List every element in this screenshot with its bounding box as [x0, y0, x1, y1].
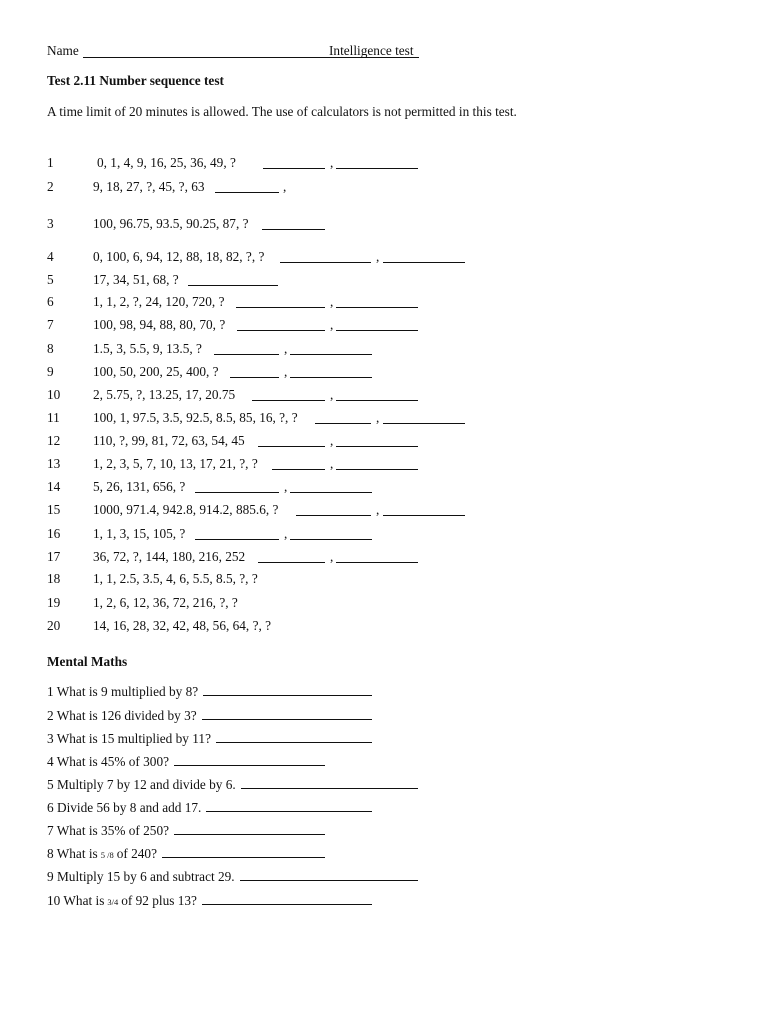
- question-text-suffix: of 240?: [116, 846, 157, 861]
- sequence-text: 100, 50, 200, 25, 400, ?: [93, 364, 219, 379]
- answer-blank[interactable]: [174, 752, 325, 766]
- sequence-text: 100, 1, 97.5, 3.5, 92.5, 8.5, 85, 16, ?, ?: [93, 410, 298, 425]
- comma-separator: ,: [330, 294, 334, 309]
- answer-blank[interactable]: [162, 844, 325, 858]
- comma-separator: ,: [284, 341, 288, 356]
- question-number: 14: [47, 479, 61, 494]
- answer-blank[interactable]: [206, 798, 372, 812]
- answer-blank[interactable]: [203, 682, 372, 696]
- question-number: 15: [47, 502, 61, 517]
- answer-blank-1[interactable]: [230, 363, 279, 378]
- question-text: 5 Multiply 7 by 12 and divide by 6.: [47, 777, 236, 792]
- mental-question-8: [47, 844, 325, 863]
- answer-blank-2[interactable]: [383, 409, 465, 424]
- mental-question-4: [47, 752, 325, 770]
- comma-separator: ,: [376, 249, 380, 264]
- question-text: 6 Divide 56 by 8 and add 17.: [47, 800, 202, 815]
- question-number: 17: [47, 549, 61, 564]
- test-title: Test 2.11 Number sequence test: [47, 73, 224, 88]
- answer-blank[interactable]: [202, 706, 372, 720]
- answer-blank-1[interactable]: [195, 525, 279, 540]
- sequence-text: 110, ?, 99, 81, 72, 63, 54, 45: [93, 433, 245, 448]
- answer-blank-1[interactable]: [280, 248, 371, 263]
- answer-blank-1[interactable]: [315, 409, 371, 424]
- answer-blank-2[interactable]: [383, 248, 465, 263]
- comma-separator: ,: [330, 549, 334, 564]
- comma-separator: ,: [284, 479, 288, 494]
- mental-question-2: [47, 706, 372, 724]
- sequence-text: 5, 26, 131, 656, ?: [93, 479, 186, 494]
- mental-question-3: [47, 729, 372, 747]
- fraction: 5 /8: [100, 850, 114, 860]
- question-number: 1: [47, 155, 54, 170]
- question-number: 12: [47, 433, 61, 448]
- comma-separator: ,: [330, 456, 334, 471]
- comma-separator: ,: [284, 526, 288, 541]
- question-text-suffix: of 92 plus 13?: [121, 893, 197, 908]
- question-number: 7: [47, 317, 54, 332]
- sequence-text: 17, 34, 51, 68, ?: [93, 272, 179, 287]
- question-text: 1 What is 9 multiplied by 8?: [47, 684, 199, 699]
- question-text: 9 Multiply 15 by 6 and subtract 29.: [47, 869, 235, 884]
- fraction: 3/4: [107, 897, 119, 907]
- question-text: 10 What is: [47, 893, 105, 908]
- mental-maths-title: Mental Maths: [47, 654, 128, 669]
- answer-blank-2[interactable]: [290, 363, 372, 378]
- answer-blank-1[interactable]: [236, 293, 325, 308]
- sequence-text: 1, 1, 2, ?, 24, 120, 720, ?: [93, 294, 225, 309]
- answer-blank-1[interactable]: [272, 455, 325, 470]
- comma-separator: ,: [284, 364, 288, 379]
- sequence-text: 9, 18, 27, ?, 45, ?, 63: [93, 179, 205, 194]
- question-number: 4: [47, 249, 54, 264]
- comma-separator: ,: [330, 433, 334, 448]
- comma-separator: ,: [330, 317, 334, 332]
- answer-blank-1[interactable]: [263, 154, 325, 169]
- answer-blank-1[interactable]: [262, 215, 325, 230]
- comma-separator: ,: [283, 179, 287, 194]
- comma-separator: ,: [376, 502, 380, 517]
- answer-blank-1[interactable]: [296, 501, 371, 516]
- question-number: 20: [47, 618, 61, 633]
- sequence-text: 1000, 971.4, 942.8, 914.2, 885.6, ?: [93, 502, 279, 517]
- name-label: Name: [47, 43, 79, 58]
- answer-blank-2[interactable]: [336, 432, 418, 447]
- sequence-text: 100, 98, 94, 88, 80, 70, ?: [93, 317, 226, 332]
- answer-blank-2[interactable]: [336, 386, 418, 401]
- sequence-text: 1, 2, 3, 5, 7, 10, 13, 17, 21, ?, ?: [93, 456, 258, 471]
- answer-blank-2[interactable]: [336, 548, 418, 563]
- question-text: 3 What is 15 multiplied by 11?: [47, 731, 211, 746]
- mental-question-5: [47, 775, 418, 793]
- answer-blank[interactable]: [216, 729, 372, 743]
- answer-blank-2[interactable]: [336, 293, 418, 308]
- question-number: 9: [47, 364, 54, 379]
- sequence-text: 14, 16, 28, 32, 42, 48, 56, 64, ?, ?: [93, 618, 272, 633]
- comma-separator: ,: [376, 410, 380, 425]
- answer-blank-2[interactable]: [336, 455, 418, 470]
- question-number: 18: [47, 571, 61, 586]
- answer-blank[interactable]: [174, 821, 325, 835]
- mental-question-9: [47, 867, 418, 885]
- sequence-text: 1, 1, 2.5, 3.5, 4, 6, 5.5, 8.5, ?, ?: [93, 571, 258, 586]
- question-number: 10: [47, 387, 61, 402]
- comma-separator: ,: [330, 387, 334, 402]
- mental-question-1: [47, 682, 372, 700]
- question-number: 19: [47, 595, 61, 610]
- mental-question-6: [47, 798, 372, 816]
- question-number: 11: [47, 410, 60, 425]
- answer-blank-2[interactable]: [383, 501, 465, 516]
- answer-blank-1[interactable]: [214, 340, 279, 355]
- comma-separator: ,: [330, 155, 334, 170]
- answer-blank-1[interactable]: [258, 432, 325, 447]
- question-text: 8 What is: [47, 846, 98, 861]
- mental-question-7: [47, 821, 325, 839]
- question-text: 7 What is 35% of 250?: [47, 823, 169, 838]
- answer-blank-1[interactable]: [188, 271, 278, 286]
- mental-question-10: [47, 891, 372, 910]
- answer-blank[interactable]: [241, 775, 418, 789]
- answer-blank-2[interactable]: [336, 154, 418, 169]
- answer-blank-1[interactable]: [252, 386, 325, 401]
- answer-blank-2[interactable]: [290, 340, 372, 355]
- answer-blank-1[interactable]: [237, 316, 325, 331]
- question-text: 4 What is 45% of 300?: [47, 754, 169, 769]
- question-number: 13: [47, 456, 61, 471]
- question-number: 6: [47, 294, 54, 309]
- answer-blank-2[interactable]: [336, 316, 418, 331]
- question-text: 2 What is 126 divided by 3?: [47, 708, 197, 723]
- answer-blank[interactable]: [240, 867, 418, 881]
- answer-blank-2[interactable]: [290, 525, 372, 540]
- answer-blank-2[interactable]: [290, 478, 372, 493]
- document-title: Intelligence test: [329, 43, 414, 58]
- sequence-text: 1, 2, 6, 12, 36, 72, 216, ?, ?: [93, 595, 238, 610]
- question-number: 16: [47, 526, 61, 541]
- question-number: 8: [47, 341, 54, 356]
- sequence-text: 0, 100, 6, 94, 12, 88, 18, 82, ?, ?: [93, 249, 265, 264]
- sequence-text: 36, 72, ?, 144, 180, 216, 252: [93, 549, 246, 564]
- question-number: 2: [47, 179, 54, 194]
- test-instructions: A time limit of 20 minutes is allowed. The use of calculators is not permitted in this test.: [47, 104, 517, 119]
- question-number: 5: [47, 272, 54, 287]
- sequence-text: 2, 5.75, ?, 13.25, 17, 20.75: [93, 387, 236, 402]
- sequence-text: 100, 96.75, 93.5, 90.25, 87, ?: [93, 216, 249, 231]
- sequence-text: 1.5, 3, 5.5, 9, 13.5, ?: [93, 341, 202, 356]
- sequence-text: 1, 1, 3, 15, 105, ?: [93, 526, 186, 541]
- answer-blank-1[interactable]: [195, 478, 279, 493]
- answer-blank-1[interactable]: [258, 548, 325, 563]
- answer-blank-1[interactable]: [215, 178, 279, 193]
- answer-blank[interactable]: [202, 891, 372, 905]
- sequence-text: 0, 1, 4, 9, 16, 25, 36, 49, ?: [97, 155, 236, 170]
- question-number: 3: [47, 216, 54, 231]
